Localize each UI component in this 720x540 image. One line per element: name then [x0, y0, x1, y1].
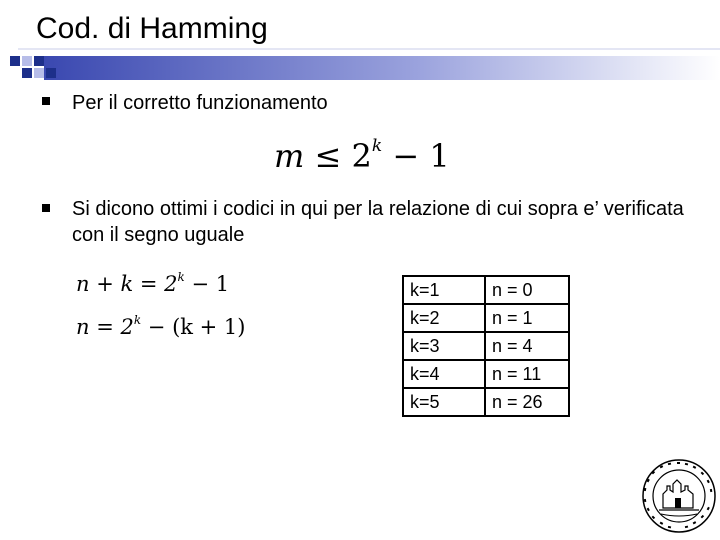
table-cell-n: n = 0: [485, 276, 569, 304]
table-cell-n: n = 4: [485, 332, 569, 360]
slide-title: Cod. di Hamming: [36, 12, 268, 45]
deco-square: [34, 56, 44, 66]
deco-square: [10, 56, 20, 66]
table-row: [403, 304, 569, 332]
table-cell-n: n = 26: [485, 388, 569, 416]
deco-square: [34, 68, 44, 78]
university-seal-icon: [641, 458, 717, 534]
deco-square: [46, 68, 56, 78]
table-row: [403, 388, 569, 416]
square-bullet-icon: [42, 204, 50, 212]
table-cell-k: k=1: [403, 276, 485, 304]
table-row: [403, 360, 569, 388]
gradient-bar: [44, 56, 720, 80]
table-row: [403, 332, 569, 360]
table-cell-k: k=5: [403, 388, 485, 416]
deco-square: [22, 68, 32, 78]
k-n-table: [402, 275, 570, 417]
table-cell-k: k=4: [403, 360, 485, 388]
square-bullet-icon: [42, 97, 50, 105]
table-cell-k: k=2: [403, 304, 485, 332]
formula-eq2: $n = 2^k - (k + 1)$: [76, 313, 246, 339]
formula-main: m ≤ 2$^k$ − 1: [274, 136, 450, 175]
table-cell-n: n = 1: [485, 304, 569, 332]
bullet-text: Si dicono ottimi i codici in qui per la relazione di cui sopra e’ verificata con il segno uguale: [72, 198, 684, 246]
table-cell-n: n = 11: [485, 360, 569, 388]
table-row: [403, 276, 569, 304]
deco-square: [22, 56, 32, 66]
bullet-text: Per il corretto funzionamento: [72, 92, 328, 114]
table-cell-k: k=3: [403, 332, 485, 360]
formula-eq1: $n + k = 2^k - 1$: [76, 270, 230, 296]
